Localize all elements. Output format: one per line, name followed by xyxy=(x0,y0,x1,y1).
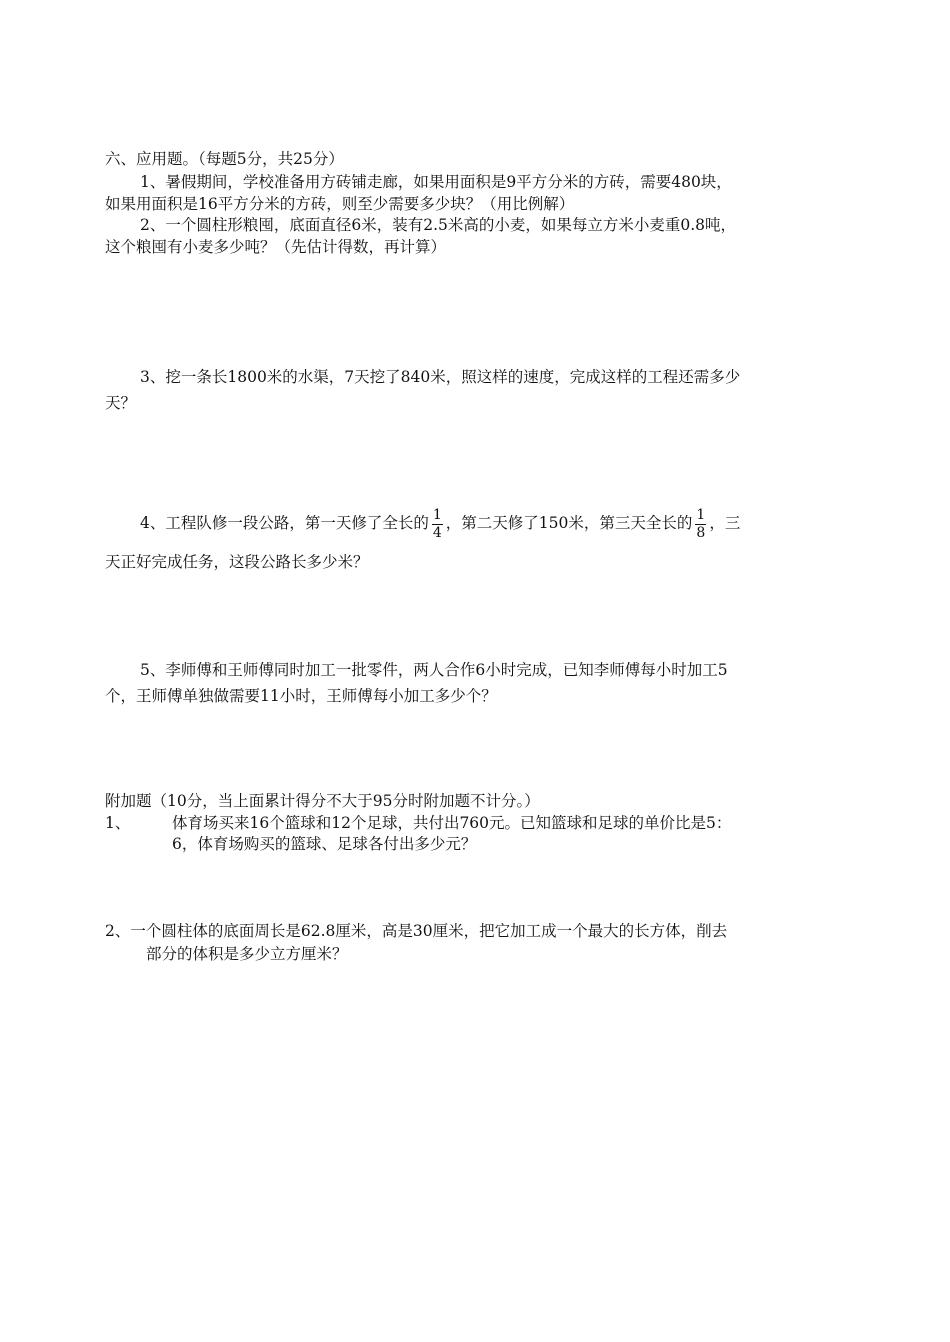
question-1-line-1: 1、暑假期间，学校准备用方砖铺走廊，如果用面积是9平方分米的方砖，需要480块， xyxy=(140,173,732,191)
bonus-question-2-line-1: 2、一个圆柱体的底面周长是62.8厘米，高是30厘米，把它加工成一个最大的长方体，削去 xyxy=(105,922,728,940)
bonus-question-1-number: 1、 xyxy=(105,814,131,832)
question-5-line-2: 个，王师傅单独做需要11小时，王师傅每小加工多少个？ xyxy=(105,687,497,705)
question-1-line-2: 如果用面积是16平方分米的方砖，则至少需要多少块？（用比例解） xyxy=(105,195,575,213)
fraction-numerator: 1 xyxy=(432,506,442,523)
question-4-line-2: 天正好完成任务，这段公路长多少米？ xyxy=(105,553,369,571)
fraction-denominator: 4 xyxy=(432,524,442,541)
fraction-denominator: 8 xyxy=(696,524,706,541)
bonus-question-2-line-2: 部分的体积是多少立方厘米？ xyxy=(146,945,348,963)
bonus-section-title: 附加题（10分，当上面累计得分不大于95分时附加题不计分。） xyxy=(105,792,540,810)
question-4-text-3: ，三 xyxy=(709,514,741,532)
fraction-numerator: 1 xyxy=(696,506,706,523)
bonus-question-1-line-2: 6，体育场购买的篮球、足球各付出多少元？ xyxy=(172,835,477,853)
question-4-line-1 xyxy=(140,503,740,543)
question-3-line-2: 天？ xyxy=(105,394,137,412)
bonus-question-1-line-1: 体育场买来16个篮球和12个足球，共付出760元。已知篮球和足球的单价比是5： xyxy=(172,814,732,832)
section-six-title: 六、应用题。（每题5分，共25分） xyxy=(105,150,344,168)
fraction-one-quarter xyxy=(432,507,443,542)
question-3-line-1: 3、挖一条长1800米的水渠，7天挖了840米，照这样的速度，完成这样的工程还需多少 xyxy=(140,368,741,386)
question-2-line-2: 这个粮囤有小麦多少吨？（先估计得数，再计算） xyxy=(105,238,447,256)
question-5-line-1: 5、李师傅和王师傅同时加工一批零件，两人合作6小时完成，已知李师傅每小时加工5 xyxy=(140,661,728,679)
question-4-text-2: ，第二天修了150米，第三天全长的 xyxy=(445,514,693,532)
fraction-one-eighth xyxy=(695,507,706,542)
question-2-line-1: 2、一个圆柱形粮囤，底面直径6米，装有2.5米高的小麦，如果每立方米小麦重0.8吨， xyxy=(140,216,737,234)
question-4-text-1: 4、工程队修一段公路，第一天修了全长的 xyxy=(140,514,429,532)
